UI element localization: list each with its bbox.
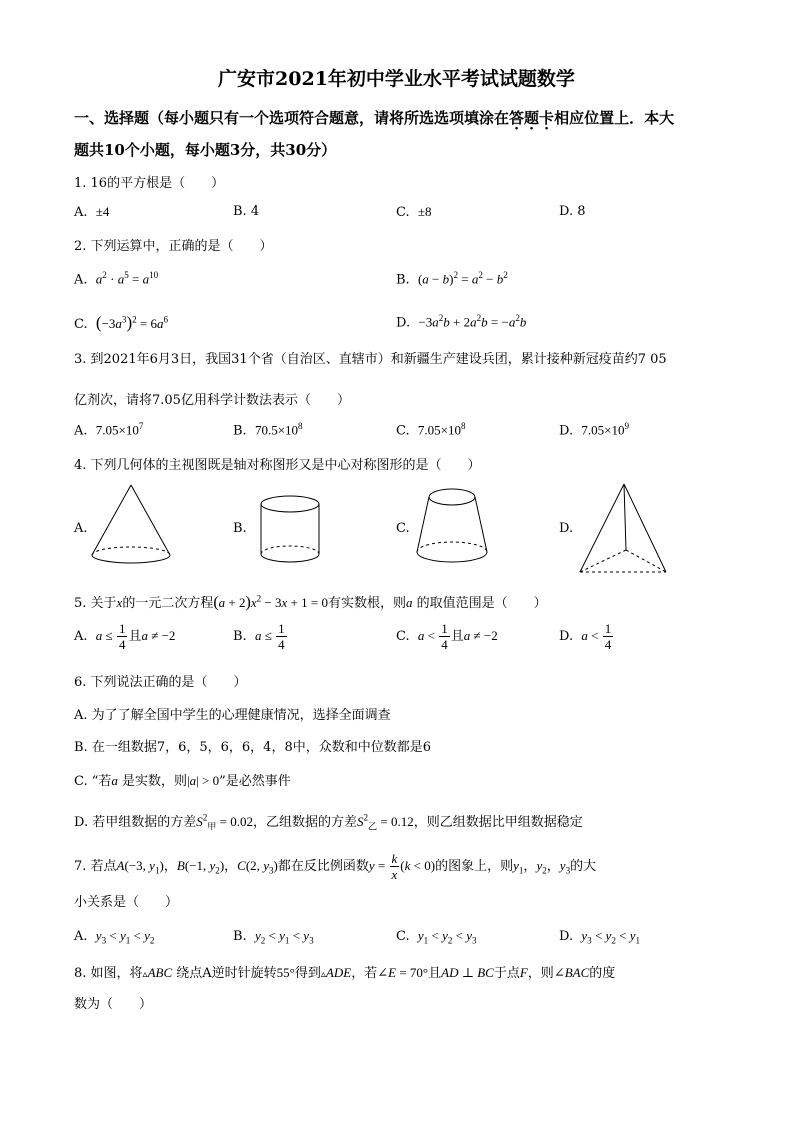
q1-option-c: C. ±8: [396, 204, 432, 220]
cone-figure: [88, 482, 174, 570]
emphasis-char: 卡: [539, 109, 555, 127]
q2-option-c: C. $(-3a^3)^2 = 6a^6$: [74, 313, 169, 332]
q3-option-b: B. $70.5\times 10^8$: [233, 421, 303, 439]
q5-option-a: A. a ≤ $\frac{1}{4}$ 且a ≠ −2: [74, 621, 176, 652]
q5-option-b: B. a ≤ $\frac{1}{4}$: [233, 621, 285, 652]
q4-option-a: A.: [74, 521, 88, 536]
q7-option-d: D. $y_3 < y_2 < y_1$: [559, 928, 641, 946]
q1-option-a: A. ±4: [74, 204, 110, 220]
question-8-stem: 8. 如图，将▵ABC 绕点A逆时针旋转55°得到▵ADE，若∠E = 70°且AD ⊥ BC于点F，则∠BAC的度: [74, 965, 616, 981]
question-3-stem-line1: 3. 到2021年6月3日，我国31个省（自治区、直辖市）和新疆生产建设兵团，累计接种新冠疫苗约7 05: [74, 352, 667, 367]
q4-option-c: C.: [396, 521, 410, 536]
q1-option-d: D. 8: [559, 204, 586, 219]
frustum-figure: [412, 484, 492, 574]
q7-option-b: B. $y_2 < y_1 < y_3$: [233, 928, 314, 946]
q6-option-c: C. “若a 是实数，则|a| > 0”是必然事件: [74, 773, 291, 789]
question-5-stem: 5. 关于x的一元二次方程$(a + 2)x^2 - 3x + 1 = 0$有实数根，则a 的取值范围是（ ）: [74, 593, 547, 611]
pyramid-figure: [576, 480, 672, 576]
q4-option-d: D.: [559, 521, 574, 536]
q5-option-d: D. a < $\frac{1}{4}$: [559, 621, 612, 652]
q6-option-b: B. 在一组数据7，6，5，6，6，4，8中，众数和中位数都是6: [74, 740, 431, 755]
question-7-stem-line2: 小关系是（ ）: [74, 895, 179, 910]
q2-option-d: D. $-3a^2b + 2a^2b = -a^2b$: [396, 313, 527, 331]
question-3-stem-line2: 亿剂次，请将7.05亿用科学计数法表示（ ）: [74, 393, 350, 408]
emphasis-char: 答: [509, 109, 525, 127]
section-heading-line2: 题共10个小题，每小题3分，共30分）: [74, 141, 337, 159]
question-2-stem: 2. 下列运算中，正确的是（ ）: [74, 239, 273, 254]
question-7-stem: 7. 若点A(−3, $y_1$)，B(−1, $y_2$)，C(2, $y_3$)都在反比例函数y = $\frac{k}{x}$ (k < 0)的图象上，则$y_1$，$y_2$，$y_3$的大: [74, 851, 597, 882]
q4-option-b: B.: [233, 521, 247, 536]
q2-option-b: B. $(a - b)^2 = a^2 - b^2$: [396, 270, 508, 288]
q7-option-a: A. $y_3 < y_1 < y_2$: [74, 928, 155, 946]
q5-option-c: C. a < $\frac{1}{4}$ 且a ≠ −2: [396, 621, 498, 652]
q3-option-c: C. $7.05\times 10^8$: [396, 421, 466, 439]
q2-option-a: A. $a^2 \cdot a^5 = a^{10}$: [74, 270, 159, 288]
cylinder-figure: [255, 492, 325, 570]
question-4-stem: 4. 下列几何体的主视图既是轴对称图形又是中心对称图形的是（ ）: [74, 458, 481, 473]
page-title: 广安市2021年初中学业水平考试试题数学: [218, 68, 575, 90]
q3-option-a: A. $7.05\times 10^7$: [74, 421, 144, 439]
q1-option-b: B. 4: [233, 204, 260, 219]
q6-option-d: D. 若甲组数据的方差$S^2_甲 = 0.02$，乙组数据的方差$S^2_乙 = 0.12$，则乙组数据比甲组数据稳定: [74, 812, 583, 833]
question-6-stem: 6. 下列说法正确的是（ ）: [74, 675, 247, 690]
emphasis-char: 题: [524, 109, 540, 127]
question-1-stem: 1. 16的平方根是（ ）: [74, 176, 225, 191]
q7-option-c: C. $y_1 < y_2 < y_3$: [396, 928, 477, 946]
section-heading-line1: 一、选择题（每小题只有一个选项符合题意，请将所选选项填涂在答题卡相应位置上．本大: [74, 109, 675, 127]
question-8-stem-line2: 数为（ ）: [74, 997, 153, 1012]
q3-option-d: D. $7.05\times 10^9$: [559, 421, 629, 439]
q6-option-a: A. 为了了解全国中学生的心理健康情况，选择全面调查: [74, 708, 391, 723]
